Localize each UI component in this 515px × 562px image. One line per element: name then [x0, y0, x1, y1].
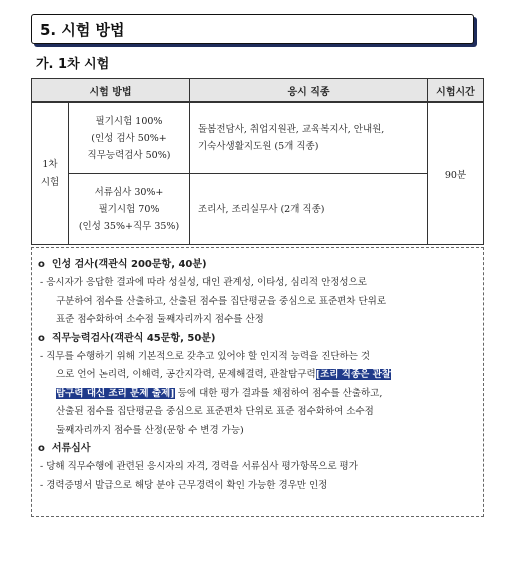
note-line: - 직무를 수행하기 위해 기본적으로 갖추고 있어야 할 인지적 능력을 진단하는 것	[40, 351, 371, 363]
cooking-highlight: 탐구력 대신 조리 문제 출제]	[56, 387, 175, 399]
note-line: 표준 점수화하여 소수점 둘째자리까지 점수를 산정	[56, 314, 264, 326]
section-title-box	[31, 14, 474, 44]
personality-heading: o 인성 검사(객관식 200문항, 40분)	[38, 259, 207, 270]
section-title: 5. 시험 방법	[40, 21, 125, 39]
exam-method-table	[31, 78, 484, 245]
method-cell: 필기시험 100% (인성 검사 50%+ 직무능력검사 50%)	[69, 102, 190, 174]
table-row	[32, 102, 484, 174]
table-row	[32, 174, 484, 245]
note-line: 탐구력 대신 조리 문제 출제] 등에 대한 평가 결과를 채점하여 점수를 산출하고,	[56, 387, 383, 399]
exam-time: 90분	[428, 102, 484, 245]
jobs-cell: 돌봄전담사, 취업지원관, 교육복지사, 안내원, 기숙사생활지도원 (5개 직종)	[190, 102, 428, 174]
header-time: 시험시간	[428, 79, 484, 103]
note-line: 산출된 점수를 집단평균을 중심으로 표준편차 단위로 표준 점수화하여 소수점	[56, 406, 374, 418]
header-jobs: 응시 직종	[190, 79, 428, 103]
cooking-highlight: [조리 직종은 관찰	[315, 369, 391, 381]
aptitude-heading: o 직무능력검사(객관식 45문항, 50분)	[38, 332, 216, 344]
note-line: 둘째자리까지 점수를 산정(문항 수 변경 가능)	[56, 424, 244, 436]
document-review-heading: o 서류심사	[38, 443, 91, 455]
jobs-cell: 조리사, 조리실무사 (2개 직종)	[190, 174, 428, 245]
header-method: 시험 방법	[32, 79, 190, 103]
note-line: - 응시자가 응답한 결과에 따라 성실성, 대인 관계성, 이타성, 심리적 안정성으로	[40, 277, 367, 289]
note-line: - 당해 직무수행에 관련된 응시자의 자격, 경력을 서류심사 평가항목으로 평가	[40, 461, 358, 473]
method-cell: 서류심사 30%+ 필기시험 70% (인성 35%+직무 35%)	[69, 174, 190, 245]
note-line: 으로 언어 논리력, 이해력, 공간지각력, 문제해결력, 관찰탐구력[조리 직종은 관찰	[56, 369, 391, 381]
table-header-row	[32, 79, 484, 103]
notes-box	[31, 247, 484, 517]
round-label: 1차 시험	[32, 102, 69, 245]
note-line: 구분하여 점수를 산출하고, 산출된 점수를 집단평균을 중심으로 표준편차 단위로	[56, 295, 387, 307]
note-line: - 경력증명서 발급으로 해당 분야 근무경력이 확인 가능한 경우만 인정	[40, 479, 328, 491]
subsection-title: 가. 1차 시험	[36, 57, 110, 72]
